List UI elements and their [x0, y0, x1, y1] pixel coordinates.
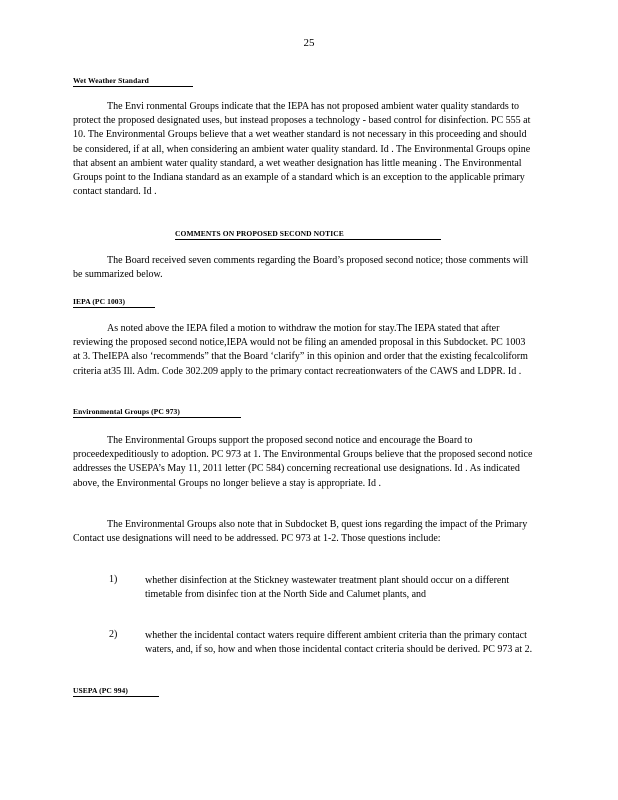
paragraph-wet-weather [73, 100, 535, 199]
list-item-number: 2) [109, 629, 118, 640]
heading-usepa: USEPA (PC 994) [73, 686, 159, 697]
paragraph-environmental-groups-1 [73, 434, 535, 491]
paragraph-text: The Environmental Groups support the proposed second notice and encourage the Board to proceedexpeditiously to adoption. PC 973 at 1. The Environmental Groups believe that the proposed second notice addresses the USEPA’s May 11, 2011 letter (PC 584) concerning recreational use designations. Id . As indicated above, the Environmental Groups no longer believe a stay is appropriate. Id . [73, 435, 533, 489]
paragraph-comments [73, 254, 535, 282]
paragraph-environmental-groups-2 [73, 518, 535, 546]
page-number: 25 [303, 37, 315, 49]
list-item-text: whether disinfection at the Stickney wastewater treatment plant should occur on a different timetable from disinfec tion at the North Side and Calumet plants, and [145, 575, 510, 601]
paragraph-text: The Board received seven comments regarding the Board’s proposed second notice; those comments will be summarized below. [73, 255, 529, 281]
heading-iepa: IEPA (PC 1003) [73, 297, 155, 308]
list-item-text: whether the incidental contact waters require different ambient criteria than the primary contact waters, and, if so, how and when those incidental contact criteria should be derived. PC 973 at 2. [145, 630, 533, 656]
heading-comments: COMMENTS ON PROPOSED SECOND NOTICE [175, 229, 441, 240]
paragraph-text: The Environmental Groups also note that in Subdocket B, quest ions regarding the impact of the Primary Contact use designations will need to be addressed. PC 973 at 1-2. Those questions include: [73, 519, 528, 545]
heading-wet-weather: Wet Weather Standard [73, 76, 193, 87]
paragraph-text: As noted above the IEPA filed a motion to withdraw the motion for stay.The IEPA stated that after reviewing the proposed second notice,IEPA would not be filing an amended proposal in this Subdocket. PC 1003 at 3. TheIEPA also ‘recommends” that the Board ‘clarify” in this opinion and order that the existing fecalcoliform criteria at35 Ill. Adm. Code 302.209 apply to the primary contact recreationwaters of the CAWS and LDPR. Id . [73, 323, 528, 377]
paragraph-iepa [73, 322, 535, 379]
heading-environmental-groups: Environmental Groups (PC 973) [73, 407, 241, 418]
paragraph-text: The Envi ronmental Groups indicate that the IEPA has not proposed ambient water quality standards to protect the proposed designated uses, but instead proposes a technology - based control for disinfection. PC 555 at 10. The Environmental Groups believe that a wet weather standard is not necessary in this proceeding and should be considered, if at all, when considering an ambient water quality standard. Id . The Environmental Groups opine that absent an ambient water quality standard, a wet weather designation has little meaning . The Environmental Groups point to the Indiana standard as an example of a standard which is an exception to the applicable primary contact standard. Id . [73, 101, 531, 198]
list-item-number: 1) [109, 574, 118, 585]
